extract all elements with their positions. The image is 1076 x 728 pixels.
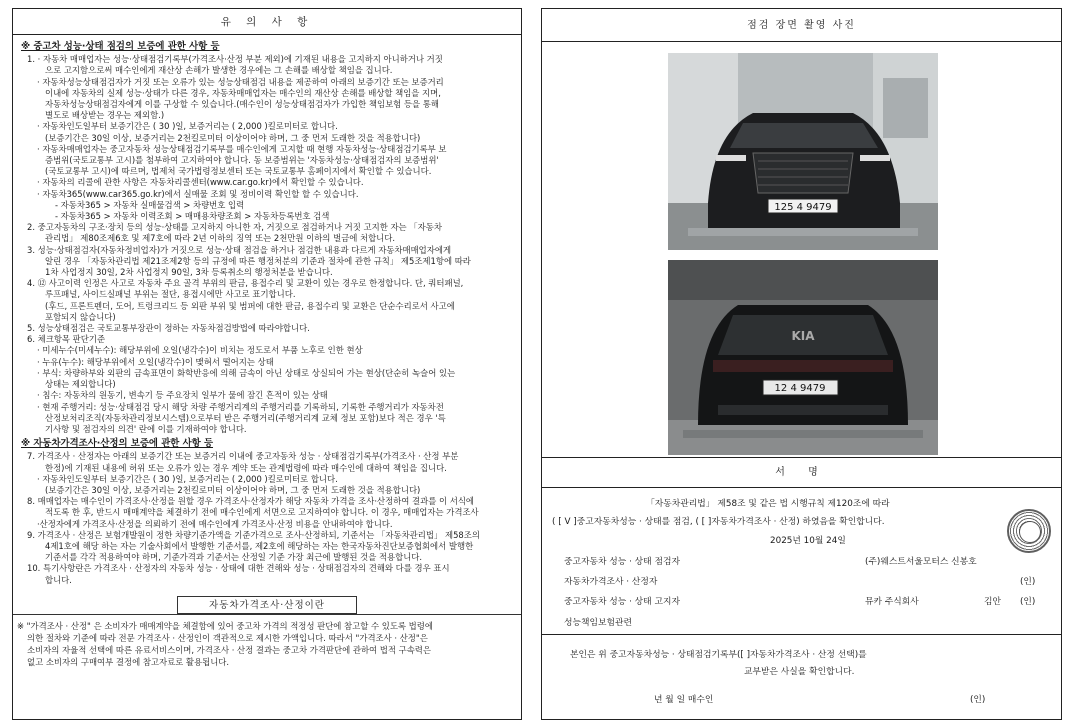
- inspector-label: 중고자동차 성능 · 상태 점검자: [564, 557, 680, 567]
- notice-panel: [12, 8, 522, 720]
- s1-line: · 자동차성능상태점검자가 거짓 또는 오류가 있는 성능상태점검 내용을 제공하여 아래의 보증기간 또는 보증거리: [37, 76, 444, 87]
- s1-line: · 자동차365(www.car365.go.kr)에서 실매물 조회 및 정비이력 확인할 할 수 있습니다.: [37, 188, 359, 199]
- appraiser-seal: (인): [1020, 577, 1036, 587]
- s2-line: 적도록 한 후, 반드시 매매계약을 체결하기 전에 매수인에게 서면으로 고지하여야 합니다. 이 경우, 매매업자는 가격조사: [45, 507, 479, 518]
- def-line: ※ "가격조사 · 산정" 은 소비자가 매매계약을 체결함에 있어 중고차 가격의 적정성 판단에 참고할 수 있도록 법령에: [17, 620, 433, 631]
- s1-line: · 자동차인도일부터 보증기간은 ( 30 )일, 보증거리는 ( 2,000 )킬로미터로 합니다.: [37, 121, 338, 132]
- signature-panel: [541, 8, 1062, 720]
- appraiser-label: 자동차가격조사 · 산정자: [564, 577, 658, 587]
- s1-line: 으로 고지함으로써 매수인에게 재산상 손해가 발생한 경우에는 그 손해를 배상할 책임을 집니다.: [45, 65, 393, 76]
- s1-line: 기사항 및 점검자의 의견' 란에 이를 기재하여야 합니다.: [45, 423, 247, 434]
- s1-line: 알린 경우 「자동차관리법 제21조제2항 등의 규정에 따른 행정처분의 기준과 절차에 관한 규칙」 제5조제1항에 따라: [45, 255, 471, 266]
- receipt-text-2: 교부받은 사실을 확인합니다.: [744, 667, 855, 677]
- signature-header: 서 명: [542, 458, 1061, 488]
- notifier-label: 중고자동차 성능 · 상태 고지자: [564, 597, 680, 607]
- s1-line: · 미세누수(미세누수): 해당부위에 오일(냉각수)이 비치는 정도로서 부품 노후로 인한 현상: [37, 345, 363, 356]
- s1-line: 4. ⑫ 사고이력 인정은 사고로 자동차 주요 골격 부위의 판금, 용접수리 및 교환이 있는 경우로 한정합니다. 단, 쿼터패널,: [27, 278, 464, 289]
- s1-line: 자동차성능상태점검자에게 이를 구상할 수 있습니다.(매수인이 성능상태점검자가 가입한 책임보험 등을 통해: [45, 99, 439, 110]
- s2-line: 한정)에 기재된 내용에 허위 또는 오류가 있는 경우 계약 또는 관계법령에 따라 매수인에 대하여 책임을 집니다.: [45, 462, 447, 473]
- notifier-name: 김안: [984, 597, 1001, 607]
- signature-date: 2025년 10월 24일: [770, 536, 846, 546]
- definition-box: [13, 614, 521, 668]
- s1-line: - 자동차365 > 자동차 이력조회 > 매매용차량조회 > 자동차등록번호 검색: [55, 211, 330, 222]
- section1-title: ※ 중고차 성능·상태 점검의 보증에 관한 사항 등: [21, 41, 220, 52]
- s2-line: 합니다.: [45, 574, 72, 585]
- s1-line: (국토교통부 고시)에 따르며, 법제처 국가법령정보센터 또는 국토교통부 홈페이지에서 확인할 수 있습니다.: [45, 166, 432, 177]
- def-line: 소비자의 자율적 선택에 따른 유료서비스이며, 가격조사 · 산정 결과는 중고차 가격판단에 관하여 법적 구속력은: [27, 644, 431, 655]
- s2-line: · 자동차인도일부터 보증기간은 ( 30 )일, 보증거리는 ( 2,000 )킬로미터로 합니다.: [37, 473, 338, 484]
- notifier-seal: (인): [1020, 597, 1036, 607]
- s2-line: 10. 특기사항란은 가격조사 · 산정자의 자동차 성능 · 상태에 대한 견해와 성능 · 상태점검자의 견해와 다를 경우 표시: [27, 563, 450, 574]
- s1-line: 1. · 자동차 매매업자는 성능·상태점검기록부(가격조사·산정 부분 제외)에 기재된 내용을 고지하지 아니하거나 거짓: [27, 54, 443, 65]
- s1-line: · 현재 주행거리: 성능·상태점검 당시 해당 차량 주행거리계의 주행거리를 기록하되, 기록한 주행거리가 자동차전: [37, 401, 444, 412]
- section1-body: [27, 54, 511, 435]
- s1-line: 6. 체크항목 판단기준: [27, 334, 106, 345]
- buyer-seal: (인): [970, 695, 986, 705]
- section2-title: ※ 자동차가격조사·산정의 보증에 관한 사항 등: [21, 438, 214, 450]
- s1-line: 이내에 자동차의 실제 성능·상태가 다른 경우, 자동차매매업자는 매수인의 재산상 손해를 배상할 책임을 지며,: [45, 87, 441, 98]
- s1-line: · 자동차매매업자는 중고자동차 성능상태점검기록부를 매수인에게 고지할 때 현행 자동차성능·상태점검기록부 보: [37, 143, 447, 154]
- s1-line: 포함되지 않습니다): [45, 311, 116, 322]
- notifier-company: 뮤카 주식회사: [865, 597, 919, 607]
- signature-body: [542, 488, 1061, 635]
- notice-header: 유 의 사 항: [13, 9, 521, 35]
- s1-line: 관리법」 제80조제6호 및 제7호에 따라 2년 이하의 징역 또는 2천만원 이하의 벌금에 처합니다.: [45, 233, 396, 244]
- s1-line: · 자동차의 리콜에 관한 사항은 자동차리콜센터(www.car.go.kr)에서 확인할 수 있습니다.: [37, 177, 364, 188]
- svg-text:KIA: KIA: [791, 329, 815, 343]
- def-line: 없고 소비자의 구매여부 결정에 참고자료로 활용됩니다.: [27, 656, 230, 667]
- rear-car-photo: [668, 260, 938, 455]
- s1-line: 증범위(국토교통부 고시)를 첨부하여 고지하여야 합니다. 동 보증범위는 '자동차성능·상태점검자의 보증범위': [45, 155, 439, 166]
- s1-line: · 부식: 차량하부와 외판의 금속표면이 화학반응에 의해 금속이 아닌 상태로 상실되어 가는 현상(단순히 녹슬어 있는: [37, 367, 456, 378]
- s2-line: 8. 매매업자는 매수인이 가격조사·산정을 원할 경우 가격조사·산정자가 해당 자동차 가격을 조사·산정하여 결과를 이 서식에: [27, 496, 475, 507]
- s1-line: 3. 성능·상태점검자(자동차정비업자)가 거짓으로 성능·상태 점검을 하거나 점검한 내용과 다르게 자동차매매업자에게: [27, 244, 452, 255]
- definition-title: 자동차가격조사·산정이란: [177, 596, 357, 614]
- company-seal-stamp: [1007, 509, 1051, 553]
- notice-content: [13, 35, 521, 590]
- receipt-text-1: 본인은 위 중고자동차성능 · 상태점검기록부([ ]자동차가격조사 · 산정 선택)를: [570, 650, 867, 660]
- receipt-date: 년 월 일 매수인: [654, 695, 714, 705]
- s1-line: 별도로 배상받는 경우는 제외함.): [45, 110, 165, 121]
- s2-line: (보증기간은 30일 이상, 보증거리는 2천킬로미터 이상이어야 하며, 그 중 먼저 도래한 것을 적용합니다): [45, 484, 421, 495]
- front-car-photo: [668, 53, 938, 250]
- s1-line: 루프패널, 사이드실패널 부위는 절단, 용접시에만 사고로 표기합니다.: [45, 289, 296, 300]
- insurance-label: 성능책임보험관련: [564, 618, 632, 628]
- rear-plate-text: 12 4 9479: [774, 383, 826, 394]
- photo-area: [542, 42, 1061, 458]
- s1-line: 1차 사업정지 30일, 2차 사업정지 90일, 3차 등록취소의 행정처분을 받습니다.: [45, 267, 333, 278]
- confirmation-text: ( [ V ]중고자동차성능 · 상태를 점검, ( [ ]자동차가격조사 · 산정) 하였음을 확인합니다.: [552, 517, 885, 527]
- s1-line: (후드, 프론트펜더, 도어, 트렁크리드 등 외판 부위 및 범퍼에 대한 판금, 용접수리 및 교환은 단순수리로서 사고에: [45, 300, 455, 311]
- s1-line: 5. 성능상태점검은 국토교통부장관이 정하는 자동차점검방법에 따라야합니다.: [27, 323, 310, 334]
- s1-line: 2. 중고자동차의 구조·장치 등의 성능·상태를 고지하지 아니한 자, 거짓으로 점검하거나 거짓 고지한 자는 「자동차: [27, 222, 442, 233]
- inspector-value: (주)웨스트서울모터스 신봉호: [865, 557, 977, 567]
- front-plate-text: 125 4 9479: [774, 202, 832, 213]
- photo-header: 점검 장면 촬영 사진: [542, 9, 1061, 42]
- s1-line: 상태는 제외합니다): [45, 379, 116, 390]
- s2-line: 4제1호에 해당 하는 자는 기술사회에서 발행한 기준서를, 제2호에 해당하는 자는 한국자동차진단보증협회에서 발행한: [45, 540, 474, 551]
- s2-line: 7. 가격조사 · 산정자는 아래의 보증기간 또는 보증거리 이내에 중고자동차 성능 · 상태점검기록부(가격조사 · 산정 부분: [27, 451, 459, 462]
- section2-body: [27, 451, 511, 585]
- def-line: 의한 절차와 기준에 따라 전문 가격조사 · 산정인이 객관적으로 제시한 가액입니다. 따라서 "가격조사 · 산정"은: [27, 632, 428, 643]
- s2-line: 9. 가격조사 · 산정은 보험개발원이 정한 차량기준가액을 기준가격으로 조사·산정하되, 기준서는 「자동차관리법」 제58조의: [27, 529, 480, 540]
- s2-line: 기준서를 각각 적용하여야 하며, 기준가격과 기준서는 산정일 기준 가장 최근에 발행된 것을 적용합니다.: [45, 552, 423, 563]
- s1-line: (보증기간은 30일 이상, 보증거리는 2천킬로미터 이상이어야 하며, 그 중 먼저 도래한 것을 적용합니다): [45, 132, 421, 143]
- s2-line: ·산정자에게 가격조사·산정을 의뢰하기 전에 매수인에게 가격조사·산정 비용을 안내하여야 합니다.: [37, 518, 393, 529]
- s1-line: · 침수: 자동차의 원동기, 변속기 등 주요장치 일부가 물에 잠긴 흔적이 있는 상태: [37, 390, 328, 401]
- legal-basis-text: 「자동차관리법」 제58조 및 같은 법 시행규칙 제120조에 따라: [646, 499, 890, 509]
- s1-line: 산정보처리조직(자동차관리정보시스템)으로부터 받은 주행거리(주행거리계 교체 정보 포함)보다 적은 경우 '특: [45, 412, 446, 423]
- s1-line: - 자동차365 > 자동차 실매물검색 > 차량번호 입력: [55, 199, 245, 210]
- s1-line: · 누유(누수): 해당부위에서 오일(냉각수)이 맺혀서 떨어지는 상태: [37, 356, 274, 367]
